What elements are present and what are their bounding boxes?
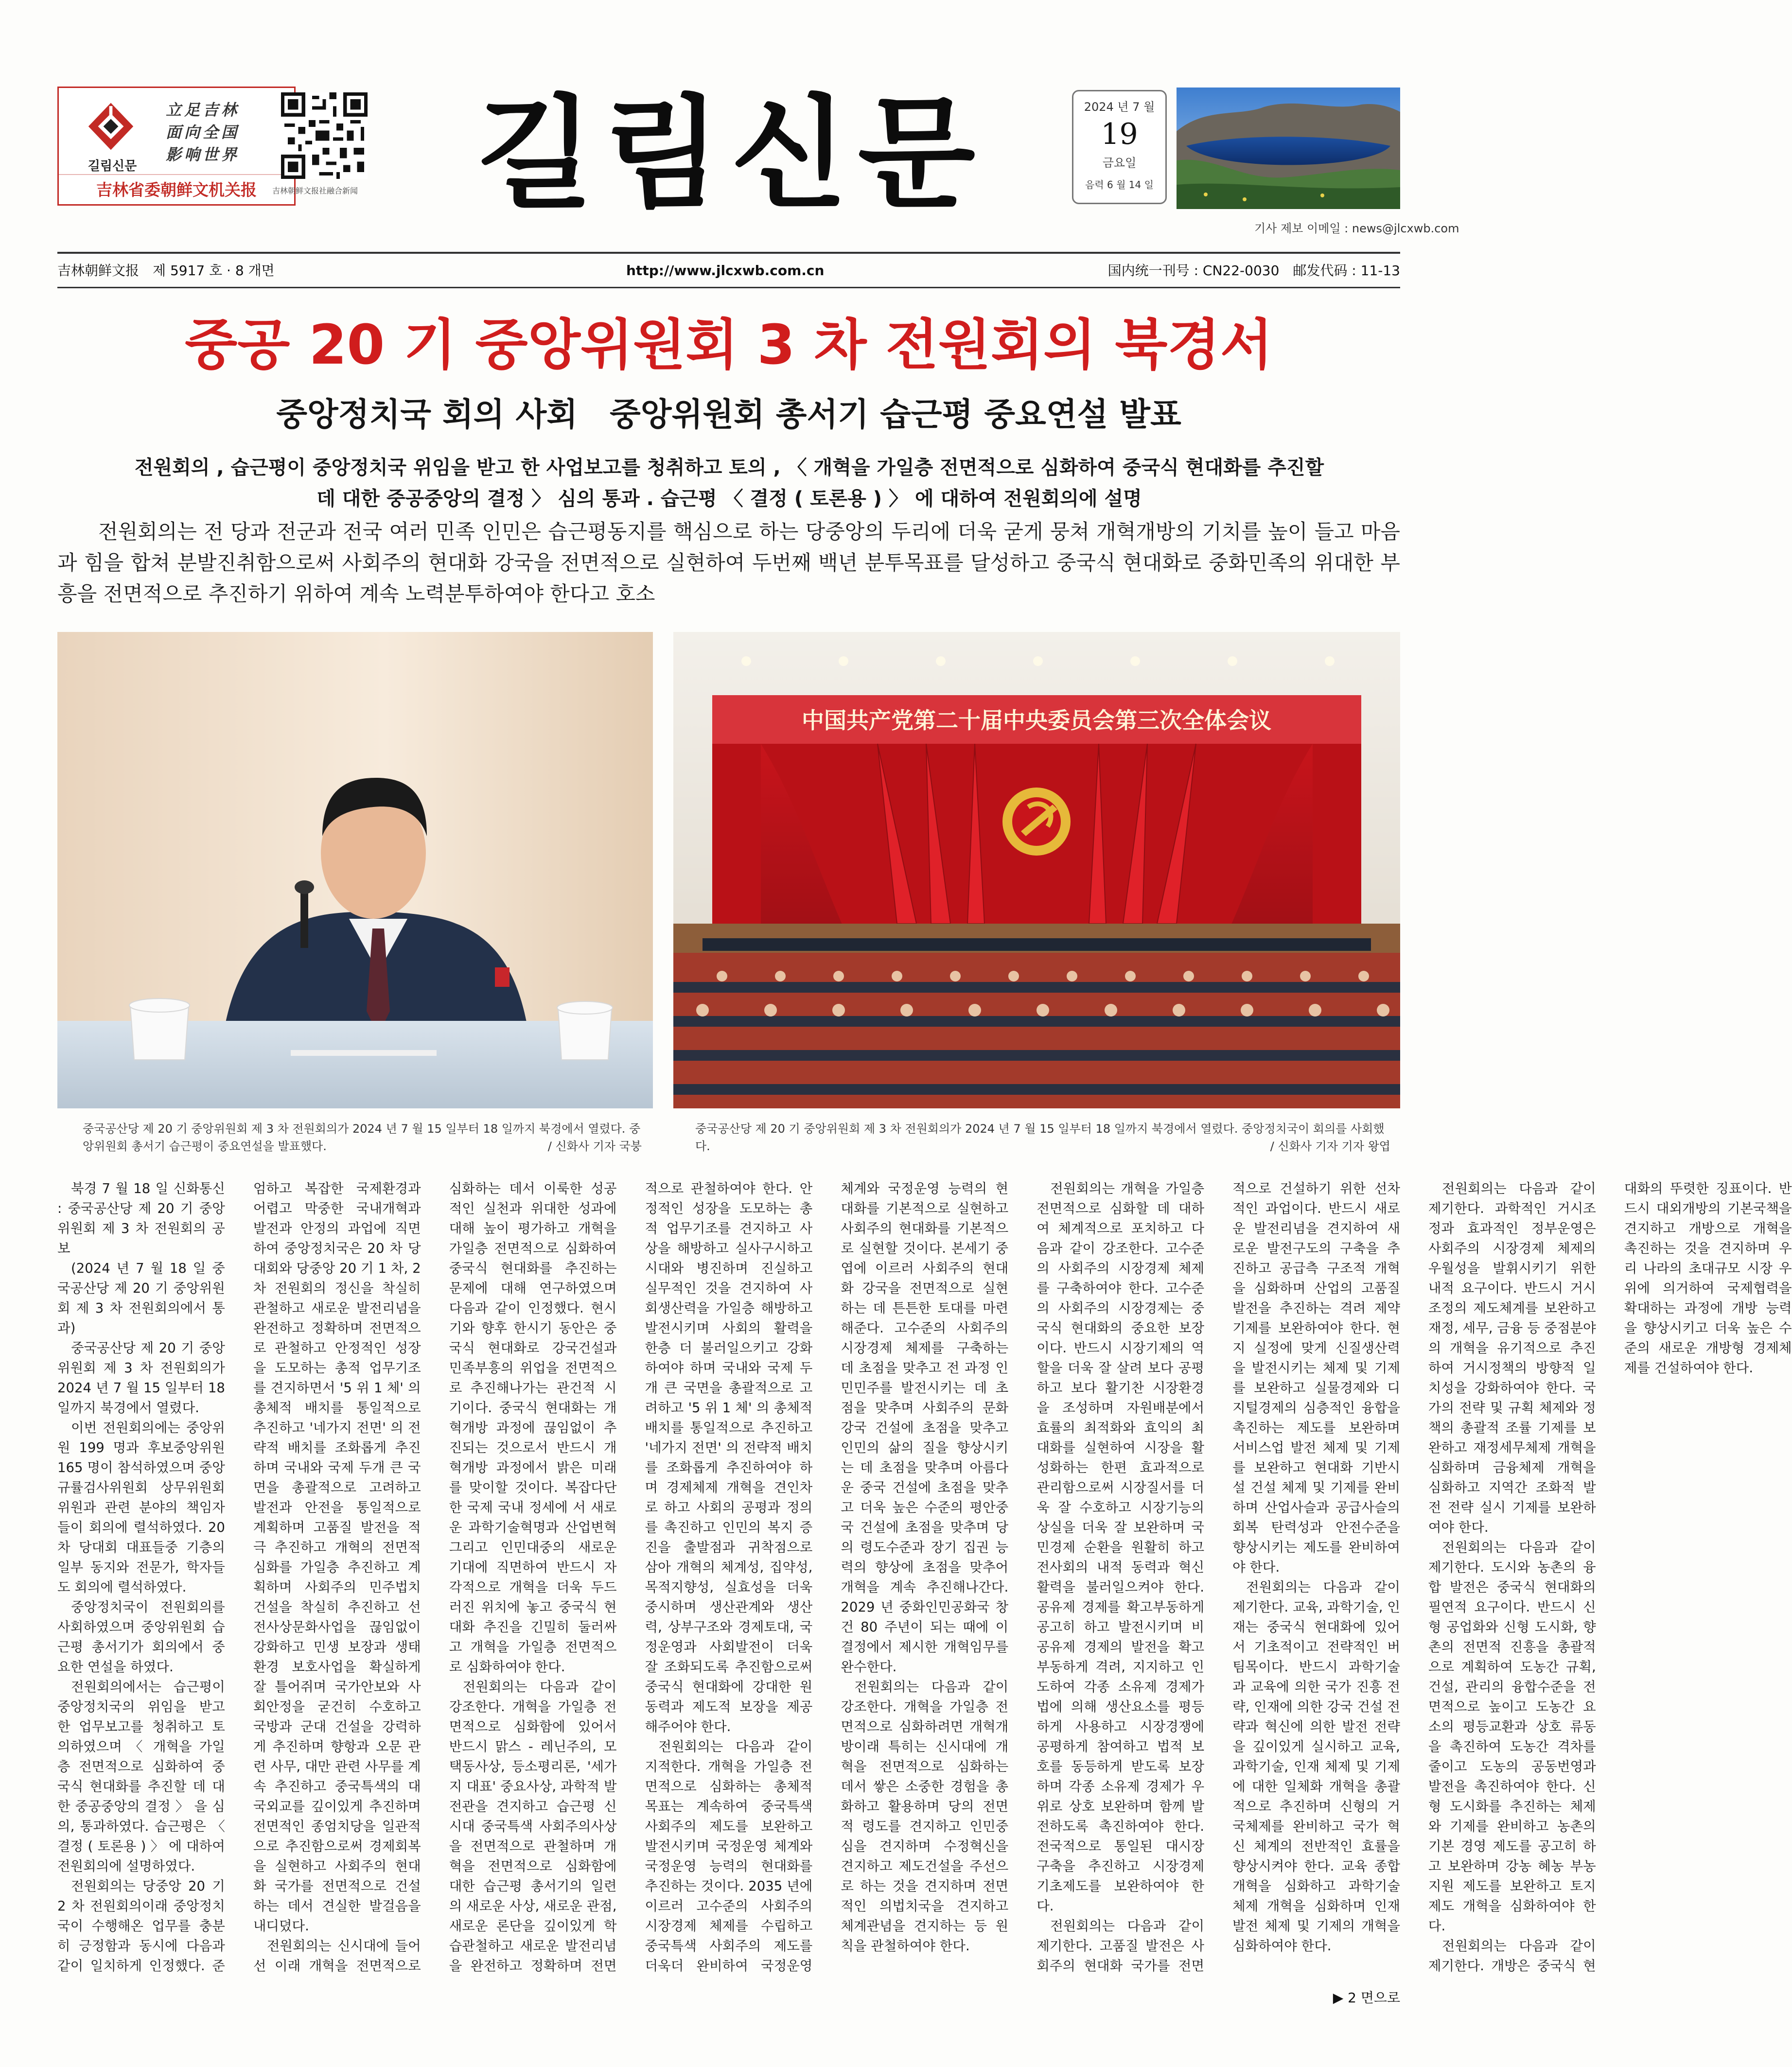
logo-emblem-icon [84,100,138,153]
website-link[interactable]: http://www.jlcxwb.com.cn [626,263,825,279]
photo2-credit: / 신화사 기자 기자 왕엽 [1270,1139,1390,1153]
body-paragraph: 전원회의에서는 습근평이 중앙정치국의 위임을 받고 한 업무보고를 청취하고 토의하였으며 〈 개혁을 가일층 전면적으로 심화하여 중국식 현대화를 추진할 데 대한 중공중앙의 결정 〉 을 심의, 통과하였다. 습근평은 〈 결정 ( 토론용 ) 〉 에 대하여 전원회의에 설명하였다. [57,1679,225,1874]
hall-banner-text: 中国共产党第二十届中央委员会第三次全体会议 [802,707,1271,734]
photo2-caption [695,1120,1390,1155]
logo-caption: 吉林省委朝鲜文机关报 [59,174,294,204]
body-paragraph: 전원회의는 다음과 같이 강조한다. 개혁을 가일층 전면적으로 심화하려면 개혁개방이래 특히는 신시대에 개혁을 전면적으로 심화하는 데서 쌓은 소중한 경험을 총화하고 활용하며 당의 전면적 령도를 견지하고 인민중심을 견지하며 수정혁신을 견지하고 제도건설을 주선으로 하는 것을 견지하며 전면적인 의법치국을 견지하고 체계관념을 견지하는 등 원칙을 관철하여야 한다. [841,1679,1009,1954]
bottom-rule [57,287,1400,288]
plenary-hall-photo [673,632,1400,1108]
logo-motto: 立足吉林 面向全国 影响世界 [166,101,240,164]
body-paragraph: 중앙정치국이 전원회의를 사회하였으며 중앙위원회 습근평 총서기가 회의에서 중요한 연설을 하였다. [57,1599,225,1675]
body-paragraph: (2024 년 7 월 18 일 중국공산당 제 20 기 중앙위원회 제 3 차 전원회의에서 통과) [57,1261,225,1336]
headline-deck: 전원회의 , 습근평이 중앙정치국 위임을 받고 한 사업보고를 청취하고 토의 , 〈 개혁을 가일층 전면적으로 심화하여 중국식 현대화를 추진할 데 대한 중공중앙의 결정 〉 심의 통과 . 습근평 〈 결정 ( 토론용 ) 〉 에 대하여 전원회의에 설명 [134,456,1324,510]
body-paragraph: 중국공산당 제 20 기 중앙위원회 제 3 차 전원회의가 2024 년 7 월 15 일부터 18 일까지 북경에서 열렸다. [57,1340,225,1416]
date-box [1072,90,1167,204]
info-bar [57,260,1400,282]
body-paragraph: 전원회의는 다음과 같이 제기한다. 과학적인 거시조정과 효과적인 정부운영은 사회주의 시장경제 체제의 우월성을 발휘시키기 위한 내적 요구이다. 반드시 거시조정의 제도체계를 보완하고 재정, 세무, 금융 등 중점분야의 개혁을 유기적으로 추진하여 거시정책의 방향적 일치성을 강화하여야 한다. 국가의 전략 및 규획 체제와 정책의 총괄적 조률 기제를 보완하고 재정세무체제 개혁을 심화하며 금융체제 개혁을 심화하고 지역간 조화적 발전 전략 실시 기제를 보완하여야 한다. [1428,1181,1596,1535]
landscape-photo [1177,88,1400,209]
speaker-photo [57,632,653,1108]
date-year-month: 2024 년 7 월 [1084,100,1155,114]
photo1-caption-text: 중국공산당 제 20 기 중앙위원회 제 3 차 전원회의가 2024 년 7 월 15 일부터 18 일까지 북경에서 열렸다. 중앙위원회 총서기 습근평이 중요연설을 발표했다. [83,1122,641,1153]
body-paragraph: 전원회의는 개혁을 가일층 전면적으로 심화할 데 대하여 체계적으로 포치하고 다음과 같이 강조한다. 고수준의 사회주의 시장경제 체제를 구축하여야 한다. 고수준의 사회주의 시장경제는 중국식 현대화의 중요한 보장이다. 반드시 시장기제의 역할을 더욱 잘 살려 보다 공평하고 보다 활기찬 시장환경을 조성하며 자원배분에서 효률의 최적화와 효익의 최대화를 실현하여 시장을 활성화하는 한편 효과적으로 관리함으로써 시장질서를 더욱 잘 수호하고 시장기능의 상실을 더욱 잘 보완하며 국민경제 순환을 원활히 하고 전사회의 내적 동력과 혁신 활력을 불러일으켜야 한다. 공유제 경제를 확고부동하게 공고히 하고 발전시키며 비공유제 경제의 발전을 확고부동하게 격려, 지지하고 인도하여 각종 소유제 경제가 법에 의해 생산요소를 평등하게 사용하고 시장경쟁에 공평하게 참여하고 법적 보호를 동등하게 받도록 보장하며 각종 소유제 경제가 우위로 상호 보완하며 함께 발전하도록 촉진하여야 한다. 전국적으로 통일된 대시장 구축을 추진하고 시장경제 기초제도를 보완하여야 한다. [1037,1181,1205,1914]
body-paragraph: 이번 전원회의에는 중앙위원 199 명과 후보중앙위원 165 명이 참석하였으며 중앙규률검사위원회 상무위원회 위원과 관련 분야의 책임자들이 회의에 렬석하였다. 20 차 당대회 대표들중 기층의 일부 동지와 전문가, 학자들도 회의에 렬석하였다. [57,1420,225,1595]
newspaper-logo [57,87,296,206]
qr-code-icon[interactable] [281,92,368,179]
body-paragraph: 전원회의는 다음과 같이 강조한다. 개혁을 가일층 전면적으로 심화함에 있어서 반드시 맑스 - 레닌주의, 모택동사상, 등소평리론, '세가지 대표' 중요사상, 과학적 발전관을 견지하고 습근평 신시대 중국특색 사회주의사상을 전면적으로 관철하며 개혁을 전면적으로 심화함에 대한 습근평 총서기의 일련의 새로운 사상, 새로운 관점, 새로운 론단을 깊이있게 학습관철하고 새로운 발전리념을 완전하고 정확하며 전면적으로 관철하여야 한다. 안정적인 성장을 도모하는 총적 업무기조를 견지하고 사상을 해방하고 실사구시하고 시대와 병진하며 진실하고 실무적인 것을 견지하여 사회생산력을 가일층 해방하고 발전시키며 사회의 활력을 한층 더 불러일으키고 강화하여야 하며 국내와 국제 두개 큰 국면을 총괄적으로 고려하고 '5 위 1 체' 의 총체적 배치를 통일적으로 추진하고 '네가지 전면' 의 전략적 배치를 조화롭게 추진하여야 하며 경제체제 개혁을 견인차로 하고 사회의 공평과 정의를 촉진하고 인민의 복지 증진을 출발점과 귀착점으로 삼아 개혁의 체계성, 집약성, 목적지향성, 실효성을 더욱 중시하며 생산관계와 생산력, 상부구조와 경제토대, 국정운영과 사회발전이 더욱 잘 조화되도록 추진함으로써 중국식 현대화에 강대한 원동력과 제도적 보장을 제공해주어야 한다. [449,1181,813,1974]
body-paragraph: 전원회의는 다음과 같이 제기한다. 고품질 발전은 사회주의 현대화 국가를 전면적으로 건설하기 위한 선차적인 과업이다. 반드시 새로운 발전리념을 견지하여 새로운 발전구도의 구축을 추진하고 공급측 구조적 개혁을 심화하며 산업의 고품질 발전을 추진하는 격려 제약 기제를 보완하여야 한다. 현지 실정에 맞게 신질생산력을 발전시키는 체제 및 기제를 보완하고 실물경제와 디지털경제의 심층적인 융합을 촉진하는 제도를 보완하며 서비스업 발전 체제 및 기제를 보완하고 현대화 기반시설 건설 체제 및 기제를 완비하며 산업사슬과 공급사슬의 회복 탄력성과 안전수준을 향상시키는 제도를 완비하여야 한다. [1037,1181,1400,1974]
date-lunar: 음력 6 월 14 일 [1085,179,1154,191]
photo2-caption-text: 중국공산당 제 20 기 중앙위원회 제 3 차 전원회의가 2024 년 7 월 15 일부터 18 일까지 북경에서 열렸다. 중앙정치국이 회의를 사회했다. [695,1122,1385,1153]
lead-paragraph: 전원회의는 전 당과 전군과 전국 여러 민족 인민은 습근평동지를 핵심으로 하는 당중앙의 두리에 더욱 굳게 뭉쳐 개혁개방의 기치를 높이 들고 마음과 힘을 합쳐 분발진취함으로써 사회주의 현대화 강국을 전면적으로 실현하여 두번째 백년 분투목표를 달성하고 중국식 현대화로 중화민족의 위대한 부흥을 전면적으로 추진하기 위하여 계속 노력분투하여야 한다고 호소 [57,520,1400,606]
main-headline: 중공 20 기 중앙위원회 3 차 전원회의 북경서 [185,314,1273,377]
qr-caption: 吉林朝鲜文报社融合新闻 [272,186,358,195]
photo1-caption [83,1120,642,1155]
date-day: 19 [1101,117,1138,151]
body-paragraph: 전원회의는 당중앙 20 기 2 차 전원회의이래 중앙정치국이 수행해온 업무를 충분히 긍정함과 동시에 다음과 같이 일치하게 인정했다. 준엄하고 복잡한 국제환경과 어렵고 막중한 국내개혁과 발전과 안정의 과업에 직면하여 중앙정치국은 20 차 당대회와 당중앙 20 기 1 차, 2 차 전원회의 정신을 착실히 관철하고 새로운 발전리념을 완전하고 정확하며 전면적으로 관철하고 안정적인 성장을 도모하는 총적 업무기조를 견지하면서 '5 위 1 체' 의 총체적 배치를 통일적으로 추진하고 '네가지 전면' 의 전략적 배치를 조화롭게 추진하며 국내와 국제 두개 큰 국면을 총괄적으로 고려하고 발전과 안전을 통일적으로 계획하며 고품질 발전을 적극 추진하고 개혁의 전면적 심화를 가일층 추진하고 계획하며 사회주의 민주법치 건설을 착실히 추진하고 선전사상문화사업을 끊임없이 강화하고 민생 보장과 생태환경 보호사업을 확실하게 잘 틀어쥐며 국가안보와 사회안정을 굳건히 수호하고 국방과 군대 건설을 강력하게 추진하며 향항과 오문 관련 사무, 대만 관련 사무를 계속 추진하고 중국특색의 대국외교를 깊이있게 추진하며 전면적인 종엄치당을 일관적으로 추진함으로써 경제회복을 실현하고 사회주의 현대화 국가를 전면적으로 건설하는 데서 견실한 발걸음을 내디뎠다. [57,1181,421,1974]
date-weekday: 금요일 [1102,156,1137,170]
logo-name: 길림신문 [88,159,137,174]
issue-info: 吉林朝鲜文报 제 5917 호 · 8 개면 [57,263,275,279]
body-paragraph: 전원회의는 다음과 같이 제기한다. 개방은 중국식 현대화의 뚜렷한 징표이다. 반드시 대외개방의 기본국책을 견지하고 개방으로 개혁을 촉진하는 것을 견지하며 우리 나라의 초대규모 시장 우위에 의거하여 국제협력을 확대하는 과정에 개방 능력을 향상시키고 더욱 높은 수준의 새로운 개방형 경제체제를 건설하여야 한다. [1428,1181,1792,1974]
news-tip-email[interactable]: 기사 제보 이메일 : news@jlcxwb.com [1254,222,1459,235]
body-paragraph: 전원회의는 신시대에 들어선 이래 개혁을 전면적으로 심화하는 데서 이룩한 성공적인 실천과 위대한 성과에 대해 높이 평가하고 개혁을 가일층 전면적으로 심화하여 중국식 현대화를 추진하는 문제에 대해 연구하였으며 다음과 같이 인정했다. 현시기와 향후 한시기 동안은 중국식 현대화로 강국건설과 민족부흥의 위업을 전면적으로 추진해나가는 관건적 시기이다. 중국식 현대화는 개혁개방 과정에 끊임없이 추진되는 것으로서 반드시 개혁개방 과정에서 밝은 미래를 맞이할 것이다. 복잡다단한 국제 국내 정세에 서 새로운 과학기술혁명과 산업변혁 그리고 인민대중의 새로운 기대에 직면하여 반드시 자각적으로 개혁을 더욱 두드러진 위치에 놓고 중국식 현대화 추진을 긴밀히 둘러싸고 개혁을 가일층 전면적으로 심화하여야 한다. [253,1181,617,1974]
body-paragraph: 북경 7 월 18 일 신화통신 : 중국공산당 제 20 기 중앙위원회 제 3 차 전원회의 공보 [57,1181,225,1256]
body-paragraph: 전원회의는 다음과 같이 제기한다. 교육, 과학기술, 인재는 중국식 현대화에 있어서 기초적이고 전략적인 버팀목이다. 반드시 과학기술과 교육에 의한 국가 진흥 전략, 인재에 의한 강국 건설 전략과 혁신에 의한 발전 전략을 깊이있게 실시하고 교육, 과학기술, 인재 체제 및 기제에 대한 일체화 개혁을 총괄적으로 추진하며 신형의 거국체제를 완비하고 국가 혁신 체계의 전반적인 효률을 향상시켜야 한다. 교육 종합 개혁을 심화하고 과학기술 체제 개혁을 심화하며 인재발전 체제 및 기제의 개혁을 심화하여야 한다. [1232,1579,1400,1954]
publication-codes: 国内统一刊号 : CN22-0030 邮发代码 : 11-13 [1107,263,1400,279]
photo1-credit: / 신화사 기자 국붕 [547,1139,642,1153]
top-rule [57,252,1400,254]
newspaper-nameplate: 길림신문 [476,82,985,225]
subheadline: 중앙정치국 회의 사회 중앙위원회 총서기 습근평 중요연설 발표 [276,396,1181,433]
article-body [57,1179,1792,1996]
body-paragraph: 전원회의는 다음과 같이 제기한다. 도시와 농촌의 융합 발전은 중국식 현대화의 필연적 요구이다. 반드시 신형 공업화와 신형 도시화, 향촌의 전면적 진흥을 총괄적으로 계획하여 도농간 규획, 건설, 관리의 융합수준을 전면적으로 높이고 도농간 요소의 평등교환과 상호 류동을 촉진하여 도농간 격차를 줄이고 도농의 공동번영과 발전을 촉진하여야 한다. 신형 도시화를 추진하는 체제와 기제를 완비하고 농촌의 기본 경영 제도를 공고히 하고 보완하며 강농 혜농 부농 지원 제도를 보완하고 토지제도 개혁을 심화하여야 한다. [1428,1540,1596,1934]
continued-on-page-2[interactable]: ▶ 2 면으로 [1333,1990,1400,2006]
body-paragraph: 전원회의는 다음과 같이 지적한다. 개혁을 가일층 전면적으로 심화하는 총체적 목표는 계속하여 중국특색 사회주의 제도를 보완하고 발전시키며 국정운영 체계와 국정운영 능력의 현대화를 추진하는 것이다. 2035 년에 이르러 고수준의 사회주의 시장경제 체제를 수립하고 중국특색 사회주의 제도를 더욱더 완비하여 국정운영 체계와 국정운영 능력의 현대화를 기본적으로 실현하고 사회주의 현대화를 기본적으로 실현할 것이다. 본세기 중엽에 이르러 사회주의 현대화 강국을 전면적으로 실현하는 데 튼튼한 토대를 마련해준다. 고수준의 사회주의 시장경제 체제를 구축하는 데 초점을 맞추고 전 과정 인민민주를 발전시키는 데 초점을 맞추며 사회주의 문화강국 건설에 초점을 맞추고 인민의 삶의 질을 향상시키는 데 초점을 맞추며 아름다운 중국 건설에 초점을 맞추고 더욱 높은 수준의 평안중국 건설에 초점을 맞추며 당의 령도수준과 장기 집권 능력의 향상에 초점을 맞추어 개혁을 계속 추진해나간다. 2029 년 중화인민공화국 창건 80 주년이 되는 때에 이 결정에서 제시한 개혁임무를 완수한다. [645,1181,1009,1974]
